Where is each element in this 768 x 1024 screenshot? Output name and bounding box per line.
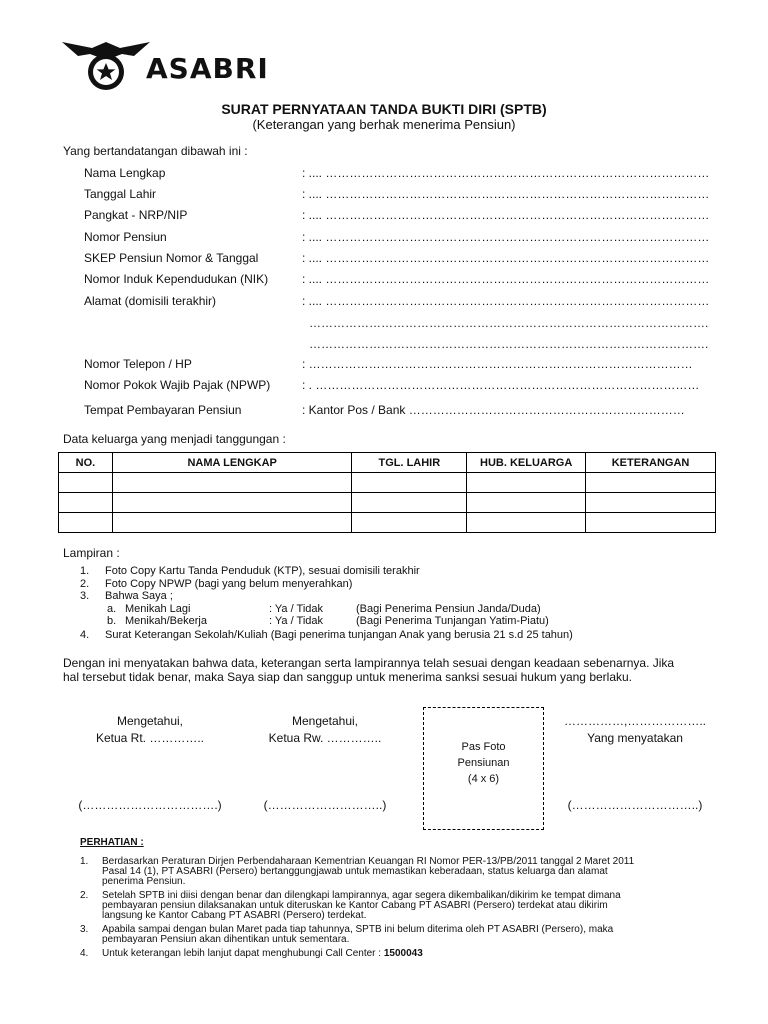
list-number: 1. <box>80 856 89 867</box>
table-cell[interactable] <box>59 473 113 493</box>
rw-role: Ketua Rw. ………….. <box>268 731 382 745</box>
lampiran-title: Lampiran : <box>63 546 120 560</box>
field-telepon <box>84 357 724 375</box>
note-line: Setelah SPTB ini diisi dengan benar dan dilengkapi lampirannya, agar segera dikembalikan/dikirim ke tempat dimana <box>102 890 621 901</box>
address-line[interactable]: ………………………………………………………………………………………. <box>309 316 709 330</box>
table-cell[interactable] <box>352 473 467 493</box>
table-cell[interactable] <box>586 493 716 513</box>
field-value[interactable]: : .... …………………………………………………………………………………… <box>302 187 710 201</box>
note-line: langsung ke Kantor Cabang PT ASABRI (Persero) terdekat. <box>102 910 367 921</box>
call-center-text: Untuk keterangan lebih lanjut dapat menghubungi Call Center : <box>102 948 384 959</box>
field-label: Tanggal Lahir <box>84 187 157 201</box>
list-number: 4. <box>80 629 90 641</box>
field-nomor-pensiun <box>84 230 724 248</box>
field-value[interactable]: : Kantor Pos / Bank …………………………………………………………… <box>302 403 685 417</box>
field-value[interactable]: : .... …………………………………………………………………………………… <box>302 166 710 180</box>
table-cell[interactable] <box>586 513 716 533</box>
subitem-label: Menikah Lagi <box>125 603 191 615</box>
column-header: HUB. KELUARGA <box>467 453 586 473</box>
column-header: TGL. LAHIR <box>352 453 467 473</box>
list-text: Bahwa Saya ; <box>105 590 173 602</box>
field-label: Nomor Pokok Wajib Pajak (NPWP) <box>84 378 271 392</box>
table-cell[interactable] <box>352 493 467 513</box>
declarant-signature-line[interactable]: (…………………………..) <box>567 798 703 812</box>
photo-label: Pensiunan <box>457 757 510 769</box>
table-header-row <box>59 453 716 473</box>
rt-role: Ketua Rt. ………….. <box>95 731 205 745</box>
rt-title: Mengetahui, <box>116 714 184 728</box>
table-cell[interactable] <box>112 473 352 493</box>
field-label: Pangkat - NRP/NIP <box>84 208 188 222</box>
field-skep-pensiun <box>84 251 724 269</box>
table-cell[interactable] <box>112 493 352 513</box>
list-text: Surat Keterangan Sekolah/Kuliah (Bagi penerima tunjangan Anak yang berusia 21 s.d 25 tahun) <box>105 629 573 641</box>
field-value[interactable]: : …………………………………………………………………………………… <box>302 357 693 371</box>
note-line: pembayaran pensiun dilaksanakan untuk diteruskan ke Kantor Cabang PT ASABRI (Persero) terdekat atau dikirim <box>102 900 608 911</box>
family-caption: Data keluarga yang menjadi tanggungan : <box>63 432 286 446</box>
field-label: Nomor Pensiun <box>84 230 167 244</box>
list-number: 3. <box>80 924 89 935</box>
table-row <box>59 473 716 493</box>
note-line: penerima Pensiun. <box>102 876 186 887</box>
address-line[interactable]: ………………………………………………………………………………………. <box>309 337 709 351</box>
intro-text: Yang bertandatangan dibawah ini : <box>63 144 248 158</box>
photo-label: (4 x 6) <box>467 773 500 785</box>
list-text: Foto Copy Kartu Tanda Penduduk (KTP), sesuai domisili terakhir <box>105 565 420 577</box>
brand-name: ASABRI <box>146 52 269 85</box>
table-cell[interactable] <box>59 493 113 513</box>
photo-placeholder <box>423 707 544 830</box>
rt-signature-line[interactable]: (…………………………….) <box>78 798 222 812</box>
field-label: SKEP Pensiun Nomor & Tanggal <box>84 251 259 265</box>
subitem-choice[interactable]: : Ya / Tidak <box>269 615 324 627</box>
note-line: pembayaran Pensiun akan dihentikan untuk sementara. <box>102 934 350 945</box>
field-label: Tempat Pembayaran Pensiun <box>84 403 242 417</box>
rw-title: Mengetahui, <box>291 714 359 728</box>
field-value[interactable]: : . …………………………………………………………………………………… <box>302 378 700 392</box>
list-letter: b. <box>107 615 117 627</box>
note-line: Berdasarkan Peraturan Dirjen Perbendaharaan Kementrian Keuangan RI Nomor PER-13/PB/2011 tanggal 2 Maret 2011 <box>102 856 635 867</box>
rw-signature-line[interactable]: (………………………..) <box>263 798 387 812</box>
field-value[interactable]: : .... …………………………………………………………………………………… <box>302 230 710 244</box>
document-title: SURAT PERNYATAAN TANDA BUKTI DIRI (SPTB) <box>221 101 547 117</box>
table-cell[interactable] <box>467 473 586 493</box>
call-center-number: 1500043 <box>383 948 423 959</box>
column-header: NAMA LENGKAP <box>112 453 352 473</box>
table-row <box>59 513 716 533</box>
field-label: Nomor Induk Kependudukan (NIK) <box>84 272 269 286</box>
place-date[interactable]: ……………,……………….. <box>563 714 706 728</box>
document-subtitle: (Keterangan yang berhak menerima Pensiun) <box>252 117 516 132</box>
table-row <box>59 493 716 513</box>
field-label: Alamat (domisili terakhir) <box>84 294 217 308</box>
subitem-label: Menikah/Bekerja <box>125 615 207 627</box>
field-tanggal-lahir <box>84 187 724 205</box>
note-line: Pasal 14 (1), PT ASABRI (Persero) bertanggungjawab untuk memastikan keberadaan, status keluarga dan alamat <box>102 866 608 877</box>
field-value[interactable]: : .... …………………………………………………………………………………… <box>302 208 710 222</box>
field-value[interactable]: : .... …………………………………………………………………………………… <box>302 272 710 286</box>
list-number: 1. <box>80 565 90 577</box>
asabri-logo <box>62 38 272 94</box>
table-cell[interactable] <box>112 513 352 533</box>
field-nama-lengkap <box>84 166 724 184</box>
field-tempat-pembayaran <box>84 403 724 421</box>
list-number: 3. <box>80 590 90 602</box>
note-line: Apabila sampai dengan bulan Maret pada tiap tahunnya, SPTB ini belum diterima oleh PT ASABRI (Persero), maka <box>102 924 614 935</box>
field-value[interactable]: : .... …………………………………………………………………………………… <box>302 294 710 308</box>
table-cell[interactable] <box>586 473 716 493</box>
subitem-note: (Bagi Penerima Tunjangan Yatim-Piatu) <box>356 615 549 627</box>
subitem-note: (Bagi Penerima Pensiun Janda/Duda) <box>356 603 541 615</box>
field-pangkat <box>84 208 724 226</box>
table-cell[interactable] <box>352 513 467 533</box>
table-cell[interactable] <box>467 513 586 533</box>
list-letter: a. <box>107 603 117 615</box>
field-label: Nomor Telepon / HP <box>84 357 192 371</box>
statement-line: hal tersebut tidak benar, maka Saya siap dan sanggup untuk menerima sanksi sesuai hukum yang berlaku. <box>63 670 633 684</box>
field-value[interactable]: : .... …………………………………………………………………………………… <box>302 251 710 265</box>
column-header: KETERANGAN <box>586 453 716 473</box>
list-number: 4. <box>80 948 89 959</box>
photo-label: Pas Foto <box>461 741 506 753</box>
family-table <box>58 452 716 533</box>
column-header: NO. <box>59 453 113 473</box>
note-line <box>102 948 423 959</box>
table-cell[interactable] <box>467 493 586 513</box>
perhatian-title: PERHATIAN : <box>80 837 144 848</box>
field-npwp <box>84 378 724 396</box>
subitem-choice[interactable]: : Ya / Tidak <box>269 603 324 615</box>
field-alamat <box>84 294 724 312</box>
table-cell[interactable] <box>59 513 113 533</box>
list-number: 2. <box>80 890 89 901</box>
field-nik <box>84 272 724 290</box>
field-label: Nama Lengkap <box>84 166 166 180</box>
asabri-emblem-icon <box>62 38 150 94</box>
list-number: 2. <box>80 578 90 590</box>
statement-line: Dengan ini menyatakan bahwa data, keterangan serta lampirannya telah sesuai dengan keadaan sebenarnya. Jika <box>63 656 675 670</box>
list-text: Foto Copy NPWP (bagi yang belum menyerahkan) <box>105 578 353 590</box>
declarant-label: Yang menyatakan <box>587 731 683 745</box>
